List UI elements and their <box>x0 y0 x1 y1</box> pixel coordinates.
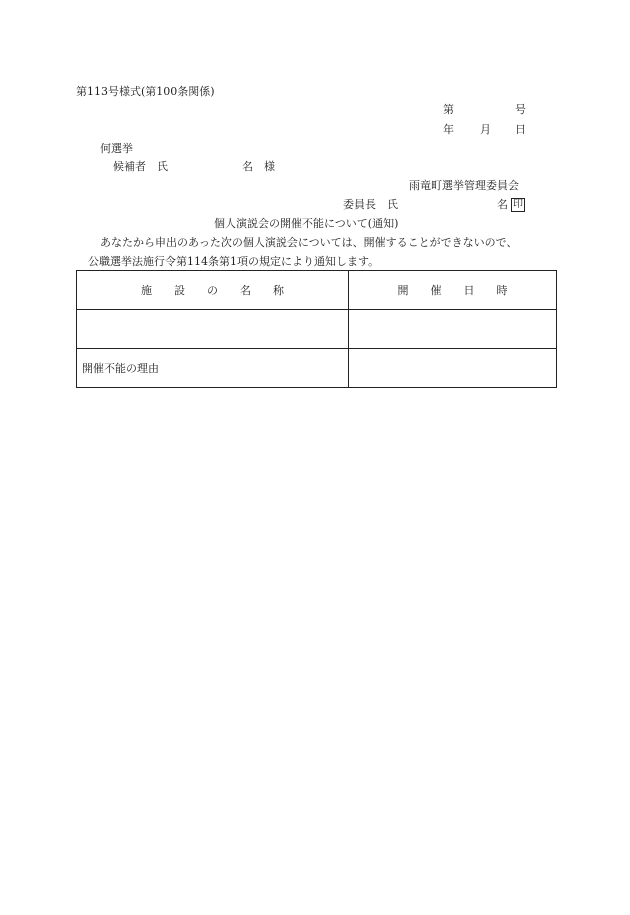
seal-stamp: 印 <box>513 199 523 210</box>
doc-number-go: 号 <box>515 103 526 116</box>
date-year: 年 <box>443 123 454 136</box>
chair-label: 委員長 氏 <box>343 198 398 211</box>
header-event-datetime: 開 催 日 時 <box>349 271 557 310</box>
date-month: 月 <box>480 123 491 136</box>
candidate-label: 候補者 氏 <box>113 160 168 173</box>
document-title: 個人演説会の開催不能について(通知) <box>214 217 399 230</box>
table-row <box>77 310 557 349</box>
form-number: 第113号様式(第100条関係) <box>76 85 215 98</box>
body-line-1: あなたから申出のあった次の個人演説会については、開催することができないので、 <box>100 236 518 249</box>
body-line-2: 公職選挙法施行令第114条第1項の規定により通知します。 <box>88 255 380 268</box>
candidate-sama: 様 <box>264 160 275 173</box>
table-row-reason <box>77 349 557 388</box>
notice-table <box>76 270 557 388</box>
issuer-committee: 雨竜町選挙管理委員会 <box>409 179 519 192</box>
table-header-row <box>77 271 557 310</box>
chair-na: 名 <box>497 198 508 211</box>
reason-value-cell <box>349 349 557 388</box>
header-facility-name: 施 設 の 名 称 <box>77 271 349 310</box>
facility-name-cell <box>77 310 349 349</box>
date-day: 日 <box>515 123 526 136</box>
doc-number-dai: 第 <box>443 103 454 116</box>
event-datetime-cell <box>349 310 557 349</box>
reason-label: 開催不能の理由 <box>77 349 349 388</box>
candidate-na: 名 <box>242 160 253 173</box>
election-name: 何選挙 <box>100 142 133 155</box>
